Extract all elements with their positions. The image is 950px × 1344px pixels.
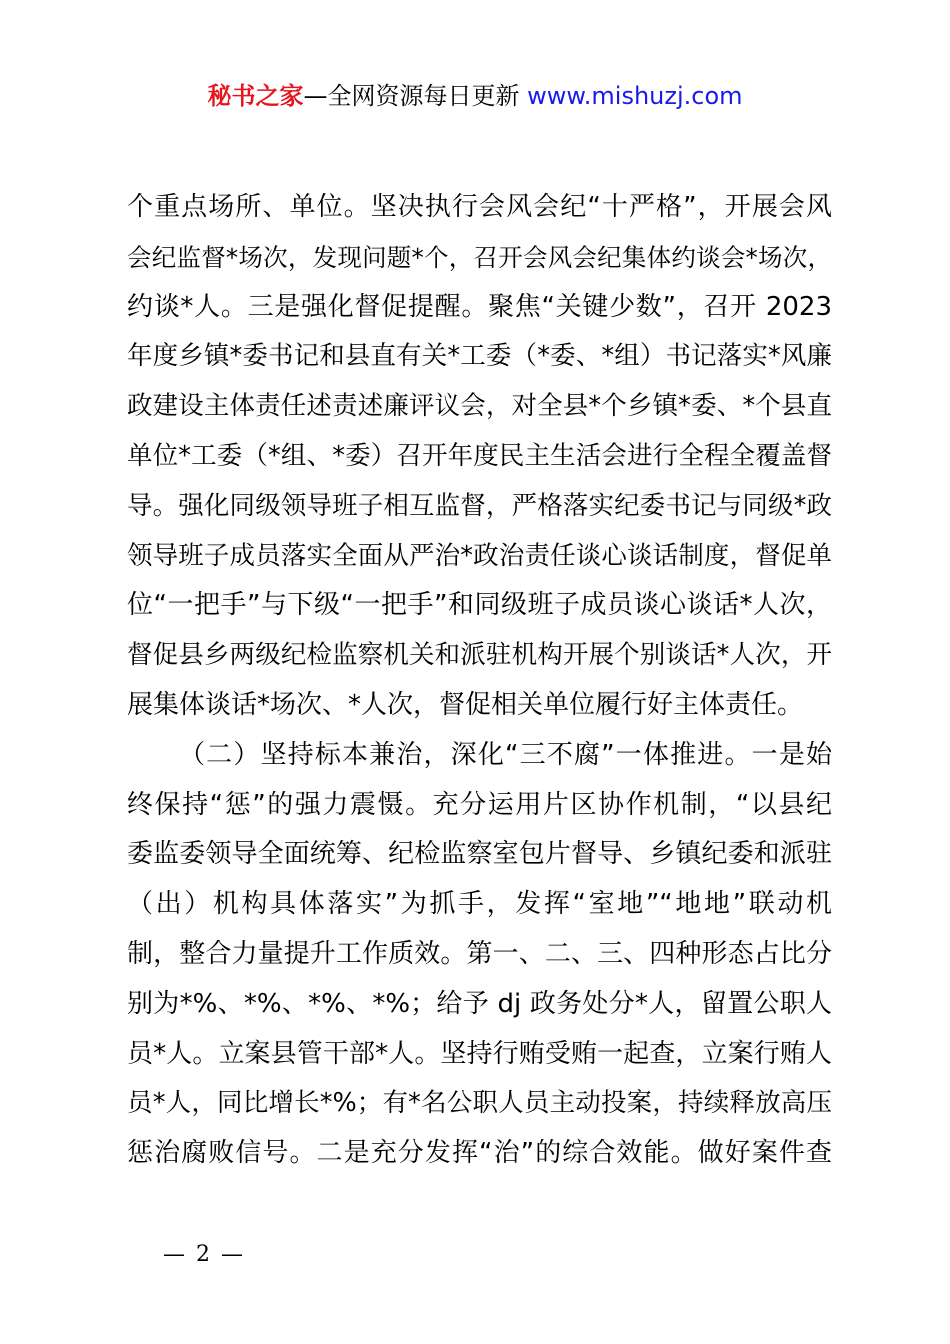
text-line: 年度乡镇*委书记和县直有关*工委（*委、*组）书记落实*风廉 [127, 341, 832, 372]
text-line: （二）坚持标本兼治，深化“三不腐”一体推进。一是始 [179, 739, 832, 770]
text-line: 员*人。立案县管干部*人。坚持行贿受贿一起查，立案行贿人 [127, 1038, 832, 1069]
text-line: 制，整合力量提升工作质效。第一、二、三、四种形态占比分 [127, 938, 832, 969]
paragraph-2 [127, 731, 832, 1179]
text-line: 展集体谈话*场次、*人次，督促相关单位履行好主体责任。 [127, 689, 804, 720]
site-brand: 秘书之家 [207, 82, 304, 110]
text-line: 员*人，同比增长*%；有*名公职人员主动投案，持续释放高压 [127, 1088, 832, 1119]
text-line: 别为*%、*%、*%、*%；给予 dj 政务处分*人，留置公职人 [127, 988, 832, 1019]
text-line: 政建设主体责任述责述廉评议会，对全县*个乡镇*委、*个县直 [127, 391, 832, 422]
text-line: （出）机构具体落实”为抓手，发挥“室地”“地地”联动机 [127, 889, 832, 920]
text-line: 约谈*人。三是强化督促提醒。聚焦“关键少数”，召开 2023 [127, 291, 832, 322]
text-line: 领导班子成员落实全面从严治*政治责任谈心谈话制度，督促单 [127, 540, 832, 571]
text-line: 导。强化同级领导班子相互监督，严格落实纪委书记与同级*政 [127, 490, 832, 521]
site-url-link[interactable]: www.mishuzj.com [527, 82, 743, 110]
site-tagline: —全网资源每日更新 [303, 82, 520, 110]
text-line: 会纪监督*场次，发现问题*个，召开会风会纪集体约谈会*场次， [127, 242, 832, 272]
text-line: 惩治腐败信号。二是充分发挥“治”的综合效能。做好案件查 [127, 1138, 832, 1169]
text-line: 单位*工委（*组、*委）召开年度民主生活会进行全程全覆盖督 [127, 440, 832, 471]
text-line: 个重点场所、单位。坚决执行会风会纪“十严格”，开展会风 [127, 192, 832, 222]
text-line: 终保持“惩”的强力震慑。充分运用片区协作机制，“以县纪 [127, 789, 832, 820]
text-line: 位“一把手”与下级“一把手”和同级班子成员谈心谈话*人次， [127, 590, 832, 621]
text-line: 督促县乡两级纪检监察机关和派驻机构开展个别谈话*人次，开 [127, 640, 832, 671]
site-header [0, 78, 950, 114]
paragraph-1 [127, 183, 832, 731]
page-number: — 2 — [163, 1242, 245, 1267]
document-body [127, 183, 832, 1179]
text-line: 委监委领导全面统筹、纪检监察室包片督导、乡镇纪委和派驻 [127, 839, 832, 870]
